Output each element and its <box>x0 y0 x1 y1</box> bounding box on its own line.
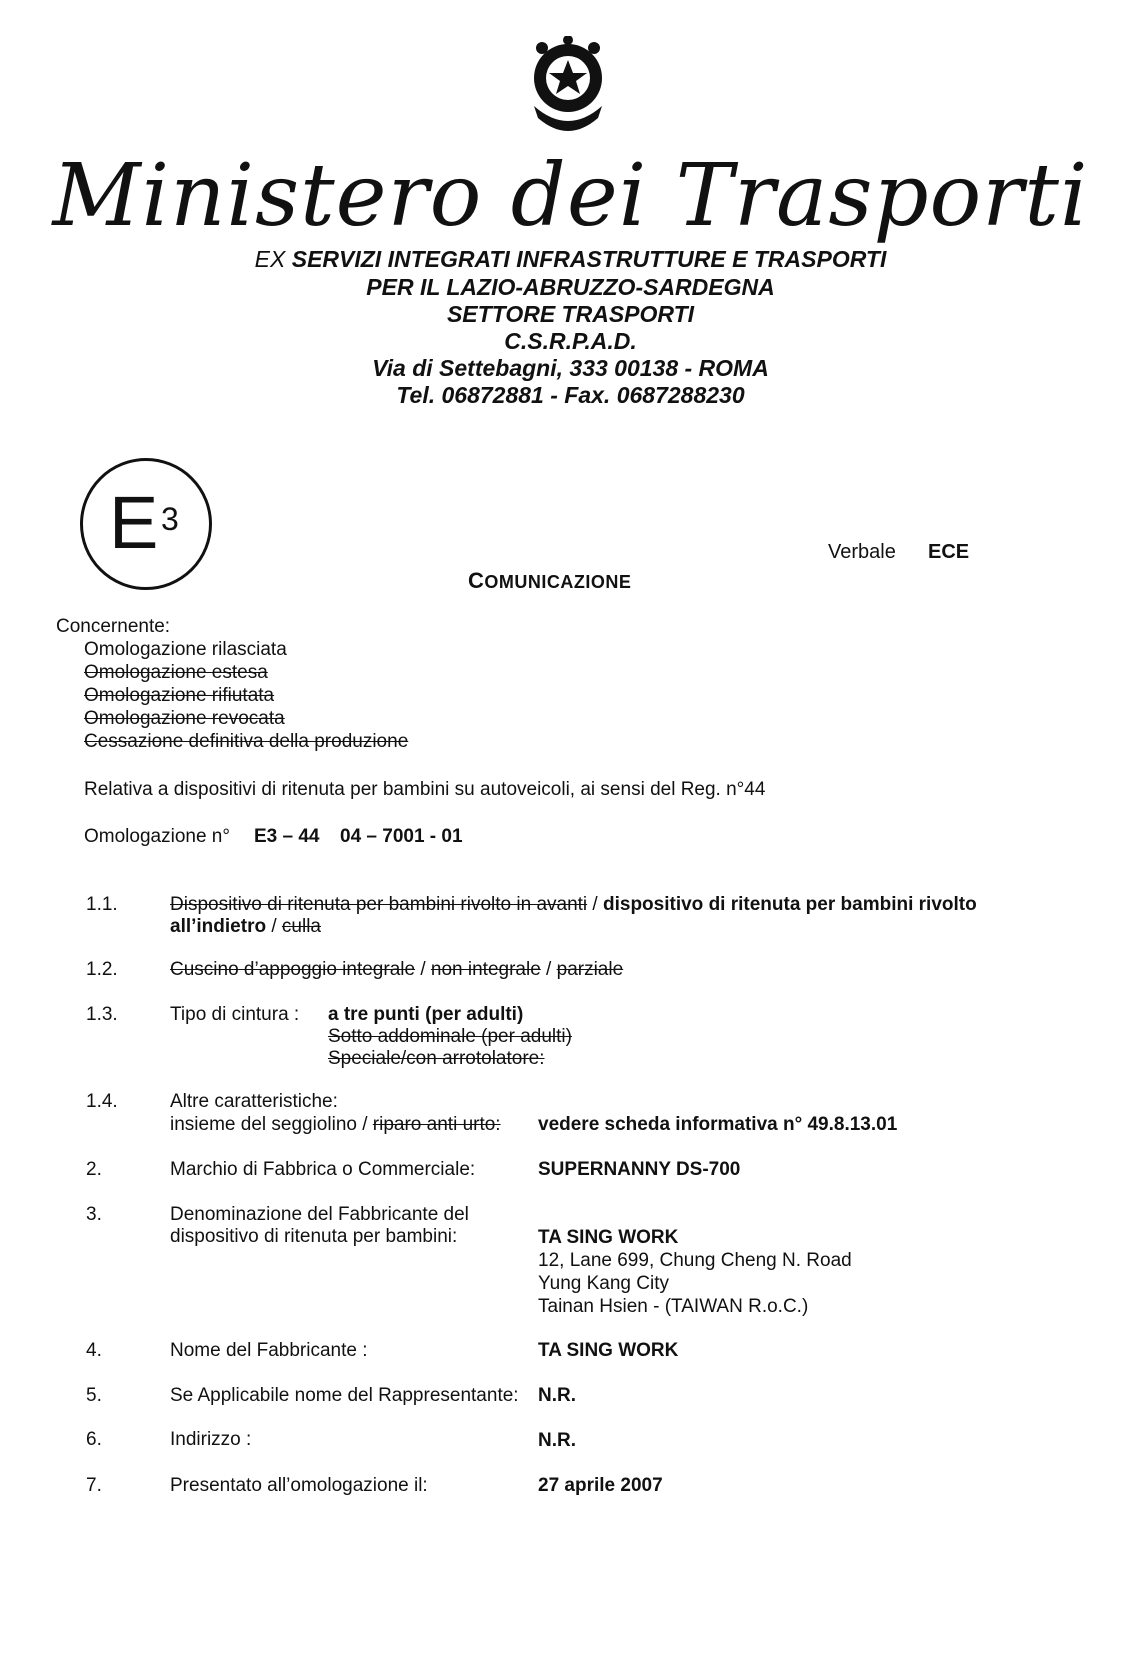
verbale-label: Verbale <box>828 541 896 563</box>
option-extended: Omologazione estesa <box>84 662 268 683</box>
item-1-1-line-2: all’indietro / culla <box>170 916 321 937</box>
omologazione-code-1: E3 – 44 <box>254 826 320 847</box>
option-discontinued: Cessazione definitiva della produzione <box>84 731 409 752</box>
item-6-label: Indirizzo : <box>170 1429 252 1450</box>
item-number: 6. <box>86 1429 102 1450</box>
item-1-3-option-3: Speciale/con arrotolatore: <box>328 1048 545 1069</box>
item-1-4-label-1: Altre caratteristiche: <box>170 1091 338 1112</box>
item-number: 2. <box>86 1159 102 1180</box>
item-number: 4. <box>86 1340 102 1361</box>
item-3-address-3: Tainan Hsien - (TAIWAN R.o.C.) <box>538 1296 809 1317</box>
document-title: COMUNICAZIONE <box>468 568 632 593</box>
republic-emblem-icon <box>520 36 616 144</box>
item-6-value: N.R. <box>538 1430 576 1451</box>
item-1-4-label-2: insieme del seggiolino / riparo anti urto: <box>170 1114 501 1135</box>
option-granted: Omologazione rilasciata <box>84 639 287 660</box>
item-1-3-label: Tipo di cintura : <box>170 1004 300 1025</box>
e3-approval-stamp: E 3 <box>80 458 212 590</box>
item-7-value: 27 aprile 2007 <box>538 1475 663 1496</box>
option-refused: Omologazione rifiutata <box>84 685 275 706</box>
header-address: Via di Settebagni, 333 00138 - ROMA <box>372 355 769 381</box>
header-line-2: PER IL LAZIO-ABRUZZO-SARDEGNA <box>366 274 775 300</box>
item-number: 1.4. <box>86 1091 118 1112</box>
item-1-4-value: vedere scheda informativa n° 49.8.13.01 <box>538 1114 898 1135</box>
header-phone: Tel. 06872881 - Fax. 0687288230 <box>396 382 745 408</box>
item-number: 1.2. <box>86 959 118 980</box>
omologazione-label: Omologazione n° <box>84 826 230 847</box>
item-3-address-1: 12, Lane 699, Chung Cheng N. Road <box>538 1250 852 1271</box>
item-3-address-2: Yung Kang City <box>538 1273 669 1294</box>
item-4-value: TA SING WORK <box>538 1340 679 1361</box>
item-5-label: Se Applicabile nome del Rappresentante: <box>170 1385 519 1406</box>
item-number: 5. <box>86 1385 102 1406</box>
option-withdrawn: Omologazione revocata <box>84 708 285 729</box>
ministry-logotype: Ministero dei Trasporti <box>52 146 1089 246</box>
relativa-text: Relativa a dispositivi di ritenuta per bambini su autoveicoli, ai sensi del Reg. n°44 <box>84 779 766 800</box>
omologazione-code-2: 04 – 7001 - 01 <box>340 826 463 847</box>
item-1-1-line-1: Dispositivo di ritenuta per bambini rivolto in avanti / dispositivo di ritenuta per bambini rivolto <box>170 894 977 915</box>
item-3-label-1: Denominazione del Fabbricante del <box>170 1204 469 1225</box>
item-1-2-text: Cuscino d’appoggio integrale / non integrale / parziale <box>170 959 624 980</box>
item-number: 1.3. <box>86 1004 118 1025</box>
item-number: 3. <box>86 1204 102 1225</box>
item-1-3-value: a tre punti (per adulti) <box>328 1004 524 1025</box>
concernente-label: Concernente: <box>56 616 171 637</box>
item-2-label: Marchio di Fabbrica o Commerciale: <box>170 1159 476 1180</box>
item-2-value: SUPERNANNY DS-700 <box>538 1159 741 1180</box>
item-number: 1.1. <box>86 894 118 915</box>
item-4-label: Nome del Fabbricante : <box>170 1340 368 1361</box>
item-3-label-2: dispositivo di ritenuta per bambini: <box>170 1226 458 1247</box>
header-line-4: C.S.R.P.A.D. <box>504 328 637 354</box>
item-number: 7. <box>86 1475 102 1496</box>
verbale-value: ECE <box>928 541 970 563</box>
header-line-3: SETTORE TRASPORTI <box>446 301 695 327</box>
item-7-label: Presentato all’omologazione il: <box>170 1475 428 1496</box>
header-line-1: EX SERVIZI INTEGRATI INFRASTRUTTURE E TRASPORTI <box>254 246 887 272</box>
item-3-value: TA SING WORK <box>538 1227 679 1248</box>
item-1-3-option-2: Sotto addominale (per adulti) <box>328 1026 572 1047</box>
item-5-value: N.R. <box>538 1385 576 1406</box>
